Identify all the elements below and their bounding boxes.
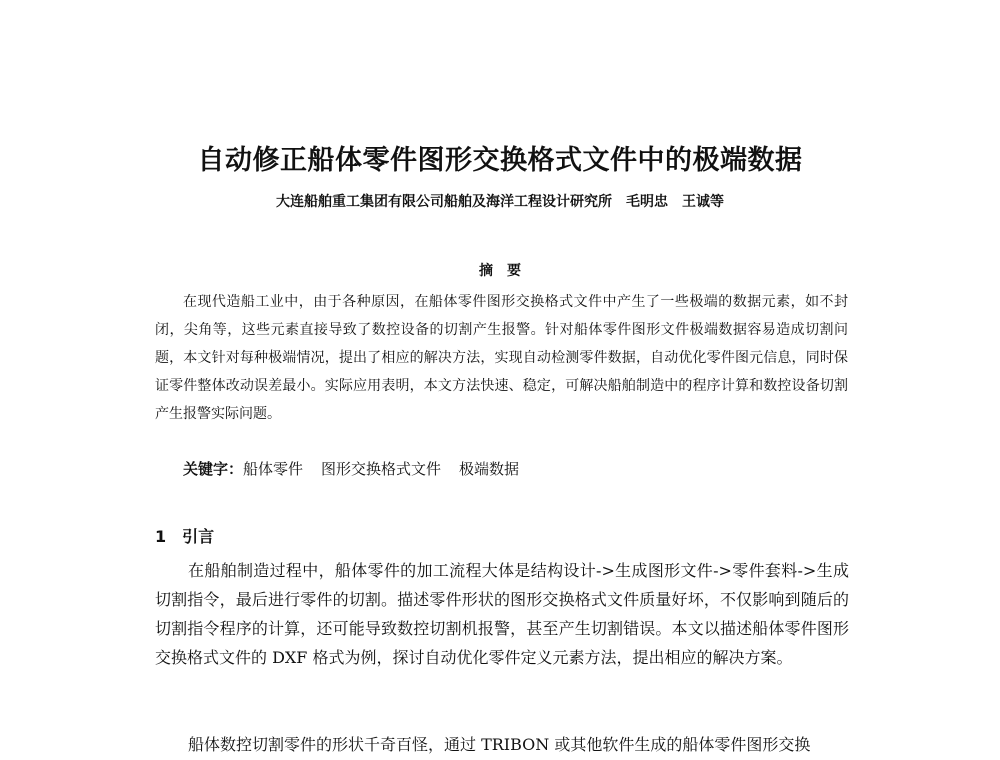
abstract-text: 在现代造船工业中，由于各种原因，在船体零件图形交换格式文件中产生了一些极端的数据元素，如不封闭，尖角等，这些元素直接导致了数控设备的切割产生报警。针对船体零件图形文件极端数据容易造成切割问题，本文针对每种极端情况，提出了相应的解决方法，实现自动检测零件数据，自动优化零件图元信息，同时保证零件整体改动误差最小。实际应用表明，本文方法快速、稳定，可解决船舶制造中的程序计算和数控设备切割产生报警实际问题。 (155, 294, 848, 422)
body-paragraph: 船体数控切割零件的形状千奇百怪，通过 TRIBON 或其他软件生成的船体零件图形交换 (188, 735, 811, 754)
body-paragraph: 在船舶制造过程中，船体零件的加工流程大体是结构设计->生成图形文件->零件套料->生成切割指令，最后进行零件的切割。描述零件形状的图形交换格式文件质量好坏，不仅影响到随后的切割指令程序的计算，还可能导致数控切割机报警，甚至产生切割错误。本文以描述船体零件图形交换格式文件的 DXF 格式为例，探讨自动优化零件定义元素方法，提出相应的解决方案。 (155, 561, 849, 667)
author-name: 王诚等 (682, 194, 724, 210)
section-number: 1 (155, 527, 167, 546)
keyword: 图形交换格式文件 (321, 460, 442, 478)
keywords-label: 关键字： (183, 460, 244, 478)
abstract-heading: 摘要 (479, 263, 535, 279)
keyword: 极端数据 (459, 460, 520, 478)
author-name: 毛明忠 (626, 194, 668, 210)
keyword: 船体零件 (243, 460, 304, 478)
section-title: 引言 (182, 527, 215, 546)
author-line (150, 191, 850, 211)
affiliation: 大连船舶重工集团有限公司船舶及海洋工程设计研究所 (276, 194, 612, 210)
keywords-line (183, 458, 537, 479)
section-heading (155, 524, 214, 547)
paper-title: 自动修正船体零件图形交换格式文件中的极端数据 (197, 145, 803, 176)
